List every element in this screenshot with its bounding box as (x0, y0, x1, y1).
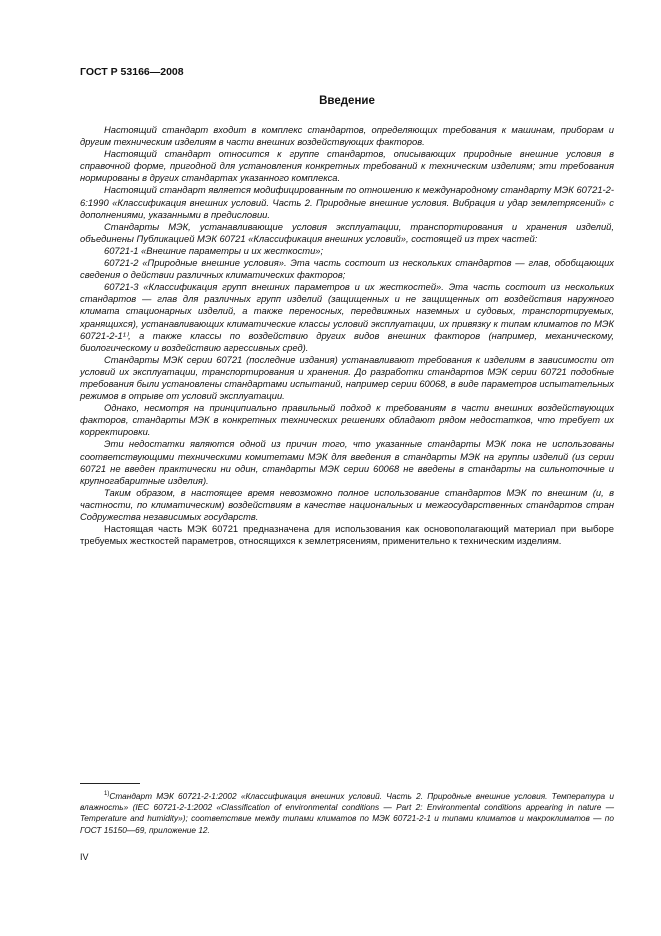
paragraph: Однако, несмотря на принципиально правильный подход к требованиям в части внешних воздействующих факторов, стандарты МЭК в конкретных технических решениях обладают рядом недостатков, что требует их корректировки. (80, 402, 614, 438)
paragraph: Стандарты МЭК, устанавливающие условия эксплуатации, транспортирования и хранения изделий, объединены Публикацией МЭК 60721 «Классификация внешних условий», состоящей из трех частей: (80, 220, 614, 244)
page-number: IV (80, 852, 89, 862)
paragraph: Настоящая часть МЭК 60721 предназначена для использования как основополагающий материал при выборе требуемых жесткостей параметров, относящихся к землетрясениям, применительно к техническим изделиям. (80, 523, 614, 547)
list-item: 60721-2 «Природные внешние условия». Эта часть состоит из нескольких стандартов — глав, обобщающих сведения о действии различных климатических факторов; (80, 257, 614, 281)
paragraph: Стандарты МЭК серии 60721 (последние издания) устанавливают требования к изделиям в зависимости от условий их эксплуатации, транспортирования и хранения. До разработки стандартов МЭК серии 60721 подобные требования были установлены стандартами испытаний, например серии 60068, в виде параметров испытательных режимов в отрыве от условий эксплуатации. (80, 353, 614, 402)
document-code: ГОСТ Р 53166—2008 (80, 66, 184, 78)
footnote-text: Стандарт МЭК 60721-2-1:2002 «Классификация внешних условий. Часть 2. Природные внешние условия. Температура и влажность» (IEC 60721-2-1:2002 «Classification of environmental conditions — Part 2: Environmental conditions appearing in nature — Temperature and humidity»); соответствие между типами климатов по МЭК 60721-2-1 и типами климатов и макроклиматов — по ГОСТ 15150—69, приложение 12. (80, 790, 614, 835)
footnote (80, 789, 614, 836)
paragraph: Эти недостатки являются одной из причин того, что указанные стандарты МЭК пока не использованы соответствующими техническими комитетами МЭК для введения в стандарты МЭК на группы изделий (из серии 60721 не введен практически ни один, стандарты МЭК серии 60068 не введены в стандарты на сильноточные и крупногабаритные изделия). (80, 438, 614, 486)
footnote-divider (80, 783, 140, 784)
document-body (80, 124, 614, 547)
paragraph: Настоящий стандарт является модифицированным по отношению к международному стандарту МЭК 60721-2-6:1990 «Классификация внешних условий. Часть 2. Природные внешние условия. Вибрация и удар землетрясений» с дополнениями, указанными в предисловии. (80, 184, 614, 220)
section-title: Введение (319, 95, 375, 107)
paragraph: Настоящий стандарт относится к группе стандартов, описывающих природные внешние условия в справочной форме, пригодной для установления конкретных требований к техническим изделиям; эти требования нормированы в других стандартах указанного комплекса. (80, 148, 614, 184)
list-item: 60721-1 «Внешние параметры и их жесткости»; (104, 244, 324, 256)
footnote-mark: 1) (104, 791, 110, 797)
list-item: 60721-3 «Классификация групп внешних параметров и их жесткостей». Эта часть состоит из нескольких стандартов — глав для различных групп изделий (защищенных и не защищенных от воздействия наружного климата стационарных изделий, а также переносных, передвижных наземных и судовых, транспортируемых, хранящихся), устанавливающих климатические классы условий эксплуатации, их привязку к типам климатов по МЭК 60721-2-1¹⁾, а также классы по воздействию других видов внешних факторов (например, механическому, биологическому и воздействию агрессивных сред). (80, 281, 614, 353)
paragraph: Настоящий стандарт входит в комплекс стандартов, определяющих требования к машинам, приборам и другим техническим изделиям в части внешних воздействующих факторов. (80, 124, 614, 148)
paragraph: Таким образом, в настоящее время невозможно полное использование стандартов МЭК по внешним (и, в частности, по климатическим) воздействиям в качестве национальных и межгосударственных стандартов стран Содружества независимых государств. (80, 486, 614, 522)
